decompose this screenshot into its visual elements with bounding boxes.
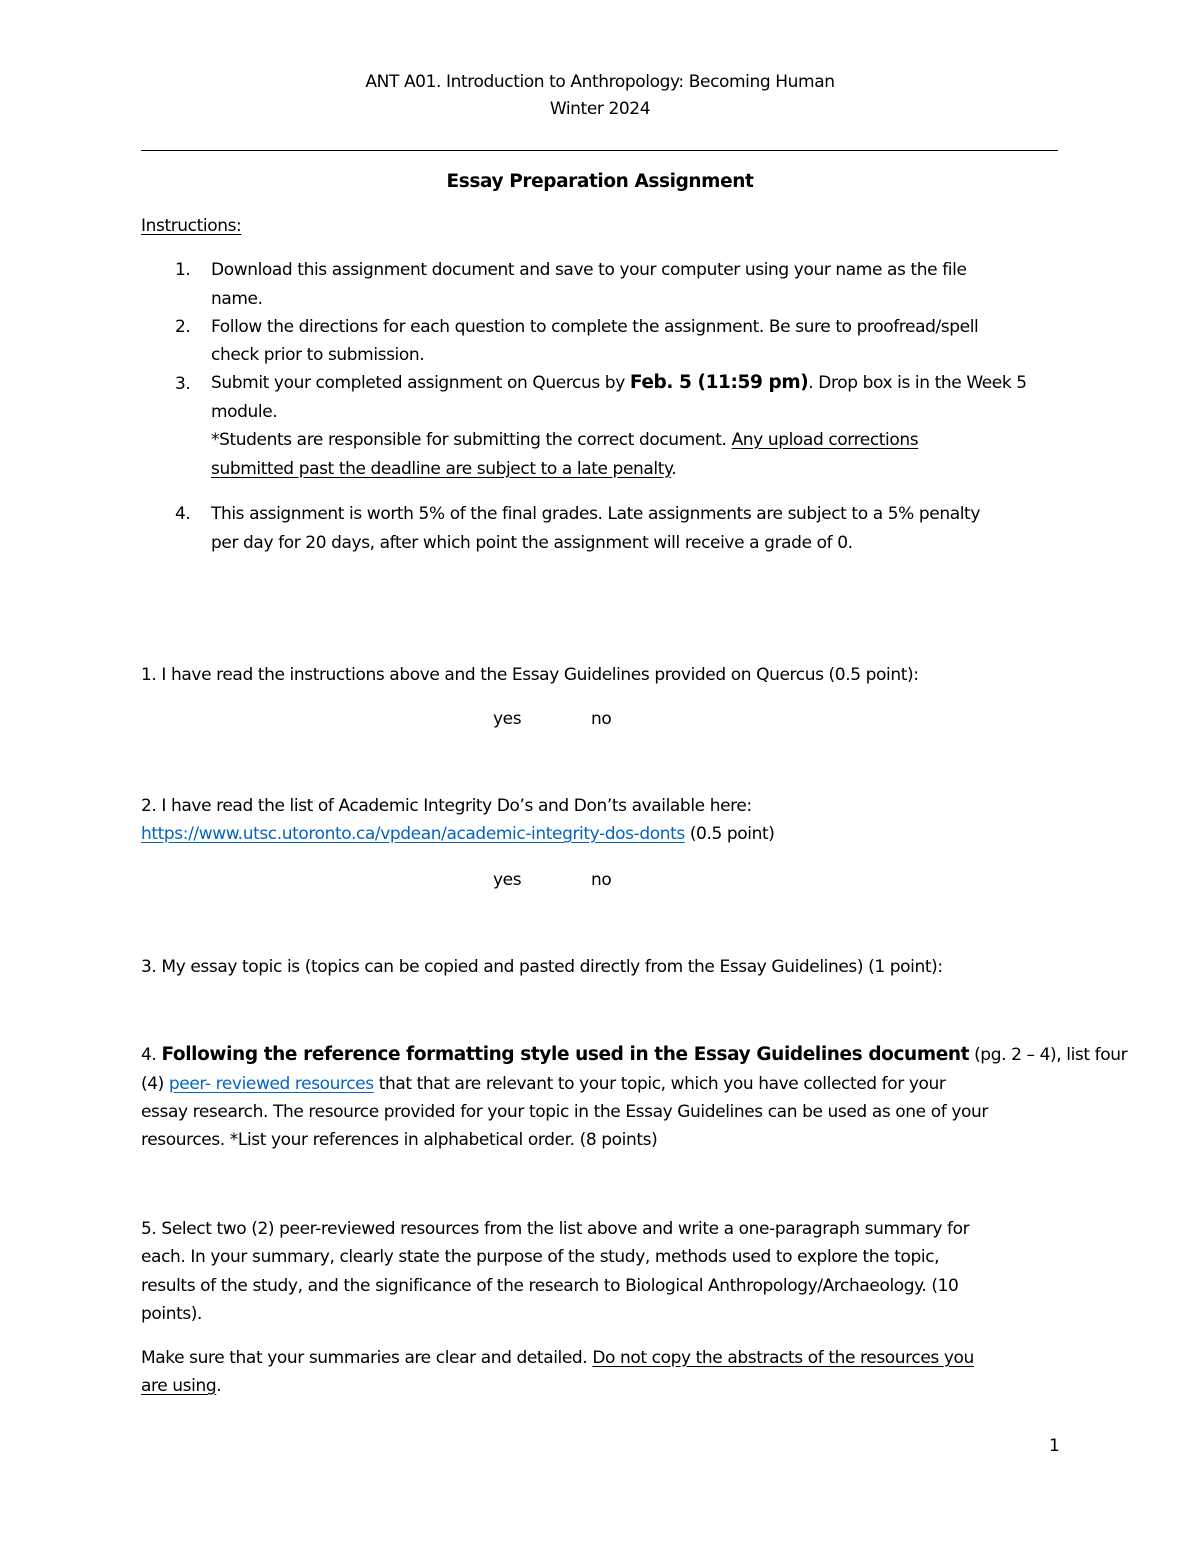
question-2-link-line (141, 824, 774, 844)
question-2: 2. I have read the list of Academic Integrity Do’s and Don’ts available here: (141, 796, 752, 816)
instruction-text: This assignment is worth 5% of the final grades. Late assignments are subject to a 5% penalty (211, 504, 980, 524)
list-number: 2. (175, 317, 191, 337)
q5-note-underlined: Do not copy the abstracts of the resources you (592, 1348, 974, 1368)
instruction-note (211, 430, 918, 450)
instruction-text: per day for 20 days, after which point the assignment will receive a grade of 0. (211, 533, 853, 553)
list-number: 4. (175, 504, 191, 524)
term: Winter 2024 (549, 99, 651, 119)
list-number: 1. (175, 260, 191, 280)
q1-yes-option[interactable]: yes (493, 709, 522, 729)
instruction-text-part: . Drop box is in the Week 5 (808, 373, 1027, 393)
q5-note-line-1 (141, 1348, 974, 1368)
q4-text: (pg. 2 – 4), list four (969, 1045, 1128, 1065)
instruction-text: Download this assignment document and save to your computer using your name as the file (211, 260, 967, 280)
q5-note-underlined: are using (141, 1376, 217, 1396)
instruction-text: check prior to submission. (211, 345, 425, 365)
question-5-line-4: points). (141, 1304, 203, 1324)
q5-note-line-2 (141, 1376, 221, 1396)
deadline: Feb. 5 (11:59 pm) (629, 372, 809, 393)
header-divider (141, 150, 1058, 151)
q2-points: (0.5 point) (684, 824, 775, 844)
instruction-note (211, 459, 676, 479)
note-underlined: submitted past the deadline are subject to a late penalty (211, 459, 672, 479)
q4-text: (4) (141, 1074, 169, 1094)
question-4-line-1 (141, 1044, 1127, 1065)
instruction-text: name. (211, 289, 263, 309)
instruction-text: Follow the directions for each question to complete the assignment. Be sure to proofread/spell (211, 317, 979, 337)
q4-bold-text: Following the reference formatting style used in the Essay Guidelines document (161, 1044, 970, 1065)
q4-number: 4. (141, 1045, 162, 1065)
note-end: . (671, 459, 677, 479)
q4-text: that that are relevant to your topic, which you have collected for your (373, 1074, 946, 1094)
note-underlined: Any upload corrections (731, 430, 919, 450)
peer-reviewed-resources-link[interactable]: peer- reviewed resources (168, 1074, 374, 1094)
instruction-text (211, 372, 1027, 393)
q5-note-end: . (216, 1376, 222, 1396)
page-number: 1 (1049, 1436, 1060, 1456)
academic-integrity-link[interactable]: https://www.utsc.utoronto.ca/vpdean/academic-integrity-dos-donts (141, 824, 685, 844)
list-number: 3. (175, 374, 191, 394)
course-title: ANT A01. Introduction to Anthropology: Becoming Human (365, 72, 835, 92)
question-5-line-3: results of the study, and the significance of the research to Biological Anthropology/Archaeology. (10 (141, 1276, 959, 1296)
question-5-line-1: 5. Select two (2) peer-reviewed resources from the list above and write a one-paragraph summary for (141, 1219, 970, 1239)
instruction-text: module. (211, 402, 278, 422)
question-4-line-3: essay research. The resource provided for your topic in the Essay Guidelines can be used as one of your (141, 1102, 988, 1122)
note-text: *Students are responsible for submitting the correct document. (211, 430, 732, 450)
q5-note-text: Make sure that your summaries are clear and detailed. (141, 1348, 593, 1368)
question-1: 1. I have read the instructions above and the Essay Guidelines provided on Quercus (0.5 point): (141, 665, 919, 685)
question-5-line-2: each. In your summary, clearly state the purpose of the study, methods used to explore the topic, (141, 1247, 940, 1267)
page-title: Essay Preparation Assignment (446, 171, 754, 192)
q2-no-option[interactable]: no (591, 870, 612, 890)
question-4-line-2 (141, 1074, 945, 1094)
q2-yes-option[interactable]: yes (493, 870, 522, 890)
q1-no-option[interactable]: no (591, 709, 612, 729)
question-3: 3. My essay topic is (topics can be copied and pasted directly from the Essay Guidelines) (1 point): (141, 957, 943, 977)
instruction-text-part: Submit your completed assignment on Quercus by (211, 373, 630, 393)
instructions-heading: Instructions: (141, 216, 242, 236)
question-4-line-4: resources. *List your references in alphabetical order. (8 points) (141, 1130, 658, 1150)
